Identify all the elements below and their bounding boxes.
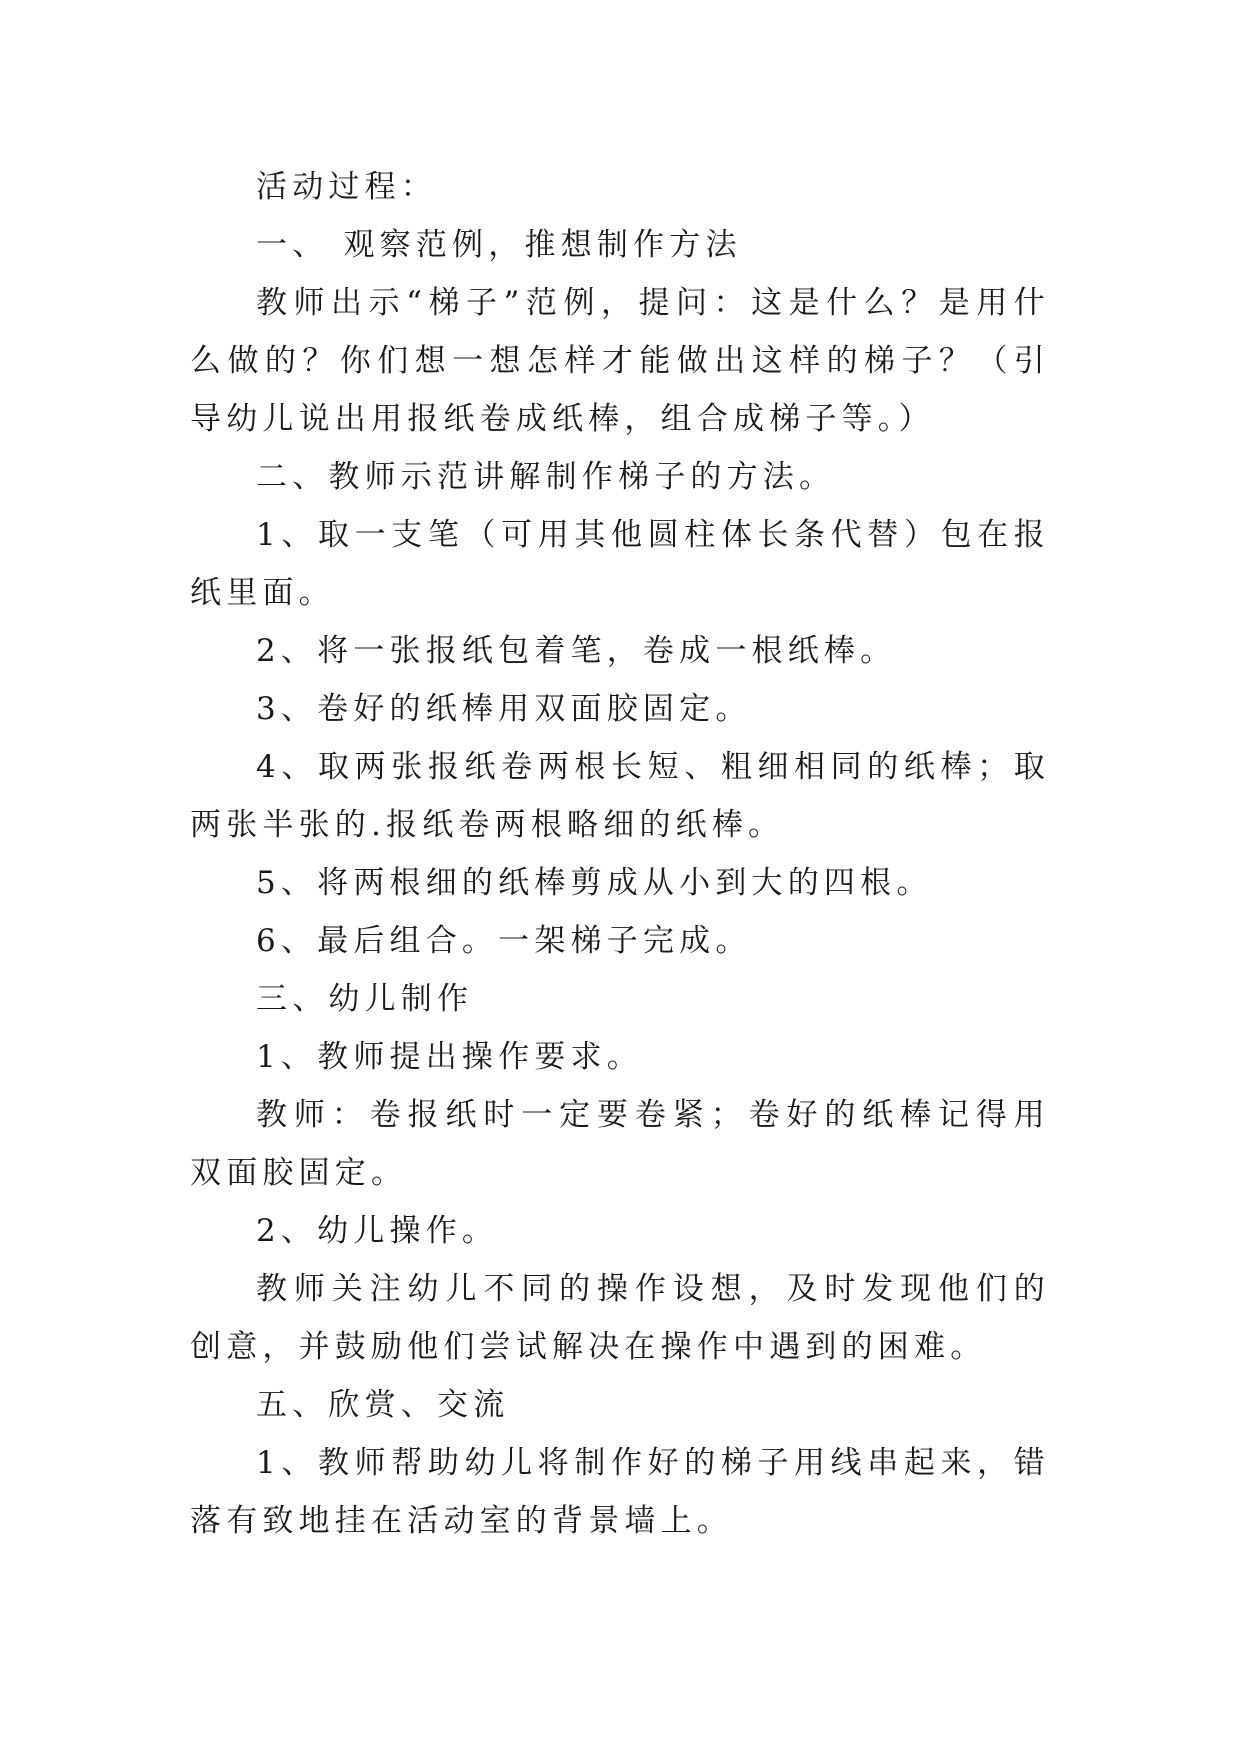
section-heading-observe: 一、 观察范例，推想制作方法 (256, 227, 742, 263)
step-3: 3、卷好的纸棒用双面胶固定。 (256, 691, 752, 727)
section-heading-activity-process: 活动过程： (256, 169, 437, 205)
appreciation-step-1: 1、教师帮助幼儿将制作好的梯子用线串起来，错落有致地挂在活动室的背景墙上。 (190, 1445, 1050, 1539)
step-1: 1、取一支笔（可用其他圆柱体长条代替）包在报纸里面。 (190, 517, 1050, 611)
make-step-2: 2、幼儿操作。 (256, 1213, 499, 1249)
make-step-1: 1、教师提出操作要求。 (256, 1039, 643, 1075)
step-5: 5、将两根细的纸棒剪成从小到大的四根。 (256, 865, 933, 901)
paragraph-teacher-attention: 教师关注幼儿不同的操作设想，及时发现他们的创意，并鼓励他们尝试解决在操作中遇到的困难。 (190, 1271, 1050, 1365)
document-body (190, 158, 1050, 1550)
section-heading-demonstration: 二、教师示范讲解制作梯子的方法。 (256, 459, 836, 495)
section-heading-children-make: 三、幼儿制作 (256, 981, 474, 1017)
step-4: 4、取两张报纸卷两根长短、粗细相同的纸棒；取两张半张的.报纸卷两根略细的纸棒。 (190, 749, 1050, 843)
paragraph-teacher-requirements: 教师：卷报纸时一定要卷紧；卷好的纸棒记得用双面胶固定。 (190, 1097, 1050, 1191)
step-2: 2、将一张报纸包着笔，卷成一根纸棒。 (256, 633, 897, 669)
step-6: 6、最后组合。一架梯子完成。 (256, 923, 752, 959)
section-heading-appreciation: 五、欣赏、交流 (256, 1387, 510, 1423)
paragraph-teacher-shows-example: 教师出示“梯子”范例，提问：这是什么？是用什么做的？你们想一想怎样才能做出这样的梯子？（引导幼儿说出用报纸卷成纸棒，组合成梯子等。） (190, 285, 1050, 437)
